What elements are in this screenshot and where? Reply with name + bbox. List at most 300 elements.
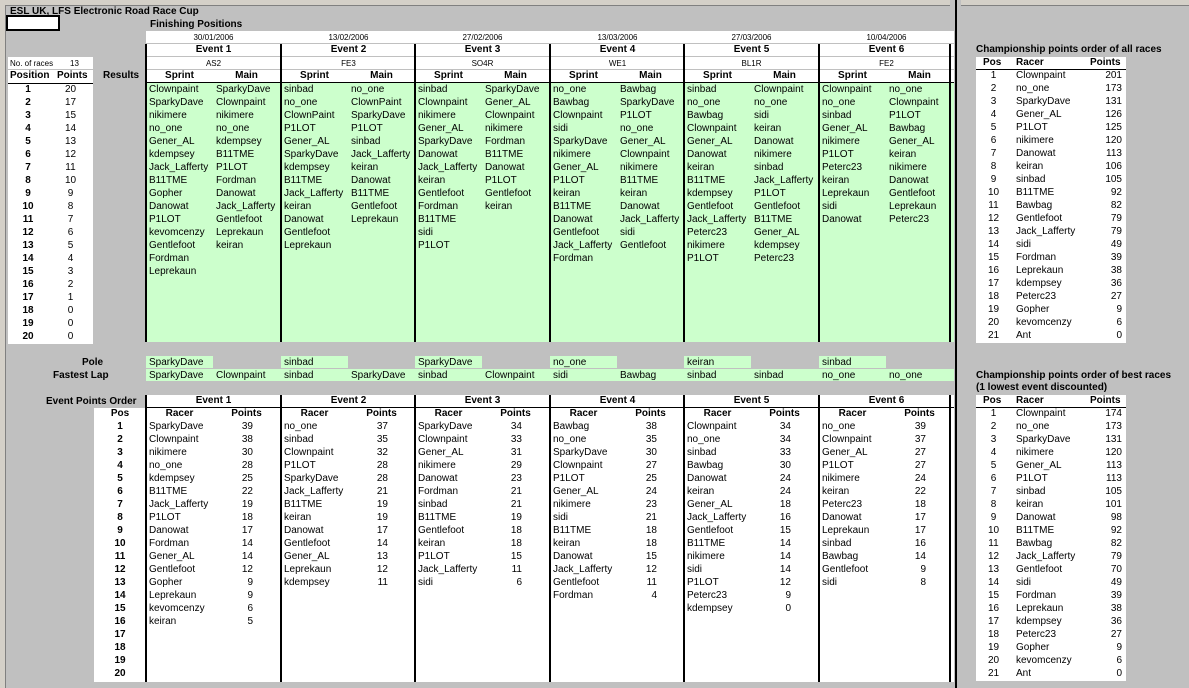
main-result: Fordman bbox=[216, 175, 257, 186]
champ-all-pos: 16 bbox=[987, 265, 1000, 276]
pole-value: no_one bbox=[553, 357, 587, 368]
epo-points: 17 bbox=[376, 525, 388, 536]
sprint-result: Danowat bbox=[687, 149, 727, 160]
epo-racer: P1LOT bbox=[687, 577, 719, 588]
epo-event-name: Event 2 bbox=[330, 395, 367, 406]
position-number: 2 bbox=[25, 97, 31, 108]
sprint-result: Danowat bbox=[284, 214, 324, 225]
main-result: no_one bbox=[351, 84, 385, 95]
main-result: Fordman bbox=[485, 136, 526, 147]
main-result: Bawbag bbox=[620, 84, 657, 95]
epo-racer: Jack_Lafferty bbox=[687, 512, 747, 523]
champ-all-pos: 15 bbox=[987, 252, 1000, 263]
epo-position: 2 bbox=[117, 434, 123, 445]
fastest-lap-main: Clownpaint bbox=[216, 370, 266, 381]
champ-all-points: 82 bbox=[1110, 200, 1122, 211]
sprint-result: Fordman bbox=[418, 201, 459, 212]
main-result: Gentlefoot bbox=[216, 214, 263, 225]
epo-points: 9 bbox=[247, 590, 253, 601]
epo-racer: B11TME bbox=[418, 512, 457, 523]
epo-racer: Bawbag bbox=[553, 421, 590, 432]
position-header: Position bbox=[10, 70, 50, 81]
champ-all-points: 113 bbox=[1106, 148, 1122, 159]
epo-racer: no_one bbox=[149, 460, 183, 471]
champ-best-pos: 17 bbox=[987, 616, 1000, 627]
fastest-lap-sprint: sinbad bbox=[687, 370, 717, 381]
epo-racer: Jack_Lafferty bbox=[418, 564, 478, 575]
epo-position: 5 bbox=[117, 473, 123, 484]
epo-points: 37 bbox=[376, 421, 388, 432]
epo-racer: Leprekaun bbox=[822, 525, 870, 536]
epo-points: 18 bbox=[914, 499, 926, 510]
epo-racer: Gener_AL bbox=[553, 486, 599, 497]
epo-racer: B11TME bbox=[284, 499, 323, 510]
epo-position: 13 bbox=[114, 577, 126, 588]
epo-points: 11 bbox=[511, 564, 522, 575]
champ-best-racer: nikimere bbox=[1016, 447, 1054, 458]
champ-all-points: 173 bbox=[1105, 83, 1122, 94]
main-result: Danowat bbox=[620, 201, 660, 212]
champ-best-pos-header: Pos bbox=[983, 395, 1002, 406]
fastest-lap-main: SparkyDave bbox=[351, 370, 406, 381]
champ-all-points: 201 bbox=[1105, 70, 1122, 81]
epo-position: 16 bbox=[114, 616, 126, 627]
epo-points: 12 bbox=[779, 577, 791, 588]
epo-points: 21 bbox=[510, 499, 522, 510]
main-result: keiran bbox=[889, 149, 917, 160]
champ-all-points: 6 bbox=[1116, 317, 1122, 328]
event-name: Event 4 bbox=[599, 44, 636, 55]
champ-all-racer: sidi bbox=[1016, 239, 1032, 250]
champ-best-points: 131 bbox=[1105, 434, 1122, 445]
fastest-lap-sprint: sidi bbox=[553, 370, 569, 381]
epo-points: 18 bbox=[241, 512, 253, 523]
sprint-header: Sprint bbox=[703, 70, 732, 81]
epo-racer: Fordman bbox=[149, 538, 190, 549]
champ-all-pos: 7 bbox=[990, 148, 997, 159]
champ-best-points: 0 bbox=[1116, 668, 1122, 679]
champ-all-pos: 18 bbox=[987, 291, 1000, 302]
champ-best-pos: 11 bbox=[988, 538, 999, 549]
epo-points: 33 bbox=[510, 434, 522, 445]
champ-best-points: 49 bbox=[1110, 577, 1122, 588]
champ-best-pos: 15 bbox=[987, 590, 1000, 601]
position-number: 15 bbox=[22, 266, 34, 277]
epo-racer: Bawbag bbox=[687, 460, 724, 471]
epo-racer: Clownpaint bbox=[418, 434, 468, 445]
epo-points: 17 bbox=[241, 525, 253, 536]
main-result: Clownpaint bbox=[620, 149, 670, 160]
main-header: Main bbox=[773, 70, 796, 81]
epo-racer: nikimere bbox=[553, 499, 591, 510]
champ-best-racer: keiran bbox=[1016, 499, 1044, 510]
epo-racer: keiran bbox=[149, 616, 177, 627]
epo-points: 15 bbox=[510, 551, 522, 562]
epo-racer: Danowat bbox=[553, 551, 593, 562]
epo-racer: sidi bbox=[418, 577, 434, 588]
fastest-lap-main: sinbad bbox=[754, 370, 784, 381]
champ-all-points: 0 bbox=[1116, 330, 1122, 341]
main-result: no_one bbox=[620, 123, 654, 134]
epo-racer: Gener_AL bbox=[149, 551, 195, 562]
champ-best-points: 92 bbox=[1110, 525, 1122, 536]
main-result: Jack_Lafferty bbox=[351, 149, 411, 160]
row-header-bar[interactable] bbox=[0, 5, 6, 688]
epo-racer: kevomcenzy bbox=[149, 603, 205, 614]
champ-all-racer: SparkyDave bbox=[1016, 96, 1071, 107]
champ-best-pos: 20 bbox=[987, 655, 1000, 666]
main-result: Clownpaint bbox=[754, 84, 804, 95]
epo-racer: sidi bbox=[687, 564, 703, 575]
fastest-lap-sprint: sinbad bbox=[284, 370, 314, 381]
epo-points: 34 bbox=[779, 421, 791, 432]
champ-all-points: 49 bbox=[1110, 239, 1122, 250]
position-number: 11 bbox=[22, 214, 34, 225]
sprint-result: kevomcenzy bbox=[149, 227, 205, 238]
main-result: Jack_Lafferty bbox=[620, 214, 680, 225]
champ-all-racer: nikimere bbox=[1016, 135, 1054, 146]
champ-best-points: 39 bbox=[1110, 590, 1122, 601]
champ-best-pos: 9 bbox=[990, 512, 997, 523]
epo-points: 30 bbox=[241, 447, 253, 458]
epo-racer: P1LOT bbox=[284, 460, 316, 471]
epo-points: 24 bbox=[779, 486, 791, 497]
sprint-result: B11TME bbox=[553, 201, 592, 212]
position-points: 12 bbox=[64, 149, 77, 160]
champ-best-racer: sidi bbox=[1016, 577, 1032, 588]
epo-points: 12 bbox=[241, 564, 253, 575]
main-result: sinbad bbox=[754, 162, 784, 173]
epo-racer: Gentlefoot bbox=[418, 525, 465, 536]
champ-best-pos: 18 bbox=[987, 629, 1000, 640]
epo-racer: sinbad bbox=[418, 499, 448, 510]
main-result: keiran bbox=[351, 162, 379, 173]
event-points-order-label: Event Points Order bbox=[46, 396, 137, 407]
champ-best-points: 105 bbox=[1105, 486, 1122, 497]
event-separator bbox=[818, 44, 820, 342]
fastest-lap-sprint: no_one bbox=[822, 370, 856, 381]
epo-position: 9 bbox=[117, 525, 123, 536]
epo-points: 9 bbox=[785, 590, 791, 601]
position-number: 16 bbox=[22, 279, 34, 290]
sprint-result: P1LOT bbox=[149, 214, 181, 225]
champ-all-racer: Danowat bbox=[1016, 148, 1056, 159]
sprint-result: P1LOT bbox=[687, 253, 719, 264]
epo-points: 5 bbox=[247, 616, 253, 627]
epo-racer: nikimere bbox=[822, 473, 860, 484]
finishing-positions-label: Finishing Positions bbox=[150, 19, 243, 30]
epo-points-header: Points bbox=[635, 408, 666, 419]
epo-position: 17 bbox=[114, 629, 126, 640]
epo-points: 30 bbox=[645, 447, 657, 458]
epo-racer: keiran bbox=[418, 538, 446, 549]
position-points: 2 bbox=[67, 279, 74, 290]
sprint-result: Jack_Lafferty bbox=[553, 240, 613, 251]
champ-best-pos: 8 bbox=[990, 499, 997, 510]
event-name: Event 6 bbox=[868, 44, 905, 55]
sprint-result: SparkyDave bbox=[418, 136, 473, 147]
pole-value: SparkyDave bbox=[418, 357, 473, 368]
sprint-result: B11TME bbox=[284, 175, 323, 186]
main-header: Main bbox=[639, 70, 662, 81]
sprint-result: P1LOT bbox=[284, 123, 316, 134]
champ-all-points: 27 bbox=[1110, 291, 1122, 302]
champ-all-racer: sinbad bbox=[1016, 174, 1046, 185]
epo-points: 21 bbox=[510, 486, 522, 497]
position-points: 20 bbox=[64, 84, 77, 95]
event-separator bbox=[280, 44, 282, 342]
champ-all-racer: keiran bbox=[1016, 161, 1044, 172]
position-number: 10 bbox=[22, 201, 34, 212]
epo-points-header: Points bbox=[904, 408, 935, 419]
champ-all-pos: 2 bbox=[990, 83, 997, 94]
main-header: Main bbox=[504, 70, 527, 81]
champ-all-pos: 13 bbox=[987, 226, 1000, 237]
event-track: BL1R bbox=[741, 59, 762, 68]
epo-racer: Gener_AL bbox=[284, 551, 330, 562]
fastest-lap-label: Fastest Lap bbox=[53, 370, 109, 381]
sprint-result: Gener_AL bbox=[553, 162, 599, 173]
sprint-result: nikimere bbox=[822, 136, 860, 147]
champ-best-pos: 1 bbox=[990, 408, 997, 419]
sprint-result: Jack_Lafferty bbox=[149, 162, 209, 173]
main-result: Clownpaint bbox=[485, 110, 535, 121]
epo-points: 6 bbox=[247, 603, 253, 614]
champ-best-racer: Ant bbox=[1016, 668, 1032, 679]
epo-racer: Danowat bbox=[822, 512, 862, 523]
sprint-result: keiran bbox=[284, 201, 312, 212]
sprint-result: sinbad bbox=[418, 84, 448, 95]
epo-points: 27 bbox=[914, 460, 926, 471]
sprint-result: Leprekaun bbox=[284, 240, 332, 251]
main-result: SparkyDave bbox=[351, 110, 406, 121]
main-result: Danowat bbox=[754, 136, 794, 147]
champ-best-points: 113 bbox=[1106, 460, 1122, 471]
epo-points: 16 bbox=[914, 538, 926, 549]
champ-best-pos: 10 bbox=[987, 525, 1000, 536]
champ-best-racer: no_one bbox=[1016, 421, 1050, 432]
epo-racer: SparkyDave bbox=[553, 447, 608, 458]
main-result: Bawbag bbox=[889, 123, 926, 134]
sheet-title: ESL UK, LFS Electronic Road Race Cup bbox=[10, 6, 199, 17]
epo-points: 13 bbox=[376, 551, 388, 562]
epo-position: 14 bbox=[114, 590, 126, 601]
epo-points: 19 bbox=[241, 499, 253, 510]
main-result: Leprekaun bbox=[889, 201, 937, 212]
event-right-border bbox=[949, 44, 951, 342]
main-result: Jack_Lafferty bbox=[754, 175, 814, 186]
epo-points: 18 bbox=[510, 538, 522, 549]
sprint-result: Jack_Lafferty bbox=[418, 162, 478, 173]
epo-racer: Clownpaint bbox=[553, 460, 603, 471]
epo-points: 35 bbox=[645, 434, 657, 445]
sprint-result: Gener_AL bbox=[284, 136, 330, 147]
epo-racer: P1LOT bbox=[418, 551, 450, 562]
position-points: 8 bbox=[67, 201, 74, 212]
epo-racer: P1LOT bbox=[822, 460, 854, 471]
epo-points: 17 bbox=[914, 525, 926, 536]
fastest-lap-main: no_one bbox=[889, 370, 923, 381]
main-result: nikimere bbox=[754, 149, 792, 160]
event-date: 13/03/2006 bbox=[597, 33, 638, 42]
epo-racer: keiran bbox=[687, 486, 715, 497]
main-result: ClownPaint bbox=[351, 97, 402, 108]
main-result: P1LOT bbox=[351, 123, 383, 134]
epo-points: 28 bbox=[376, 460, 388, 471]
champ-all-points: 106 bbox=[1105, 161, 1122, 172]
sprint-header: Sprint bbox=[300, 70, 329, 81]
position-number: 5 bbox=[25, 136, 31, 147]
champ-all-pos: 20 bbox=[987, 317, 1000, 328]
epo-points: 34 bbox=[779, 434, 791, 445]
epo-racer: no_one bbox=[822, 421, 856, 432]
champ-best-subtitle: (1 lowest event discounted) bbox=[976, 382, 1108, 393]
epo-points: 15 bbox=[645, 551, 657, 562]
position-points: 15 bbox=[64, 110, 77, 121]
epo-racer-header: Racer bbox=[300, 408, 329, 419]
event-name: Event 5 bbox=[733, 44, 770, 55]
position-points: 10 bbox=[64, 175, 77, 186]
event-track: WE1 bbox=[608, 59, 627, 68]
champ-all-pos: 8 bbox=[990, 161, 997, 172]
champ-best-points: 173 bbox=[1105, 421, 1122, 432]
main-result: no_one bbox=[754, 97, 788, 108]
position-number: 12 bbox=[22, 227, 34, 238]
epo-racer: sinbad bbox=[822, 538, 852, 549]
epo-position: 8 bbox=[117, 512, 123, 523]
sprint-result: B11TME bbox=[687, 175, 726, 186]
main-result: kdempsey bbox=[754, 240, 800, 251]
sprint-result: B11TME bbox=[149, 175, 188, 186]
sprint-result: nikimere bbox=[418, 110, 456, 121]
epo-points: 30 bbox=[779, 460, 791, 471]
champ-best-pos: 19 bbox=[987, 642, 1000, 653]
champ-all-points: 38 bbox=[1110, 265, 1122, 276]
epo-points: 27 bbox=[645, 460, 657, 471]
champ-best-racer: kevomcenzy bbox=[1016, 655, 1072, 666]
position-points: 0 bbox=[67, 331, 74, 342]
epo-points: 28 bbox=[241, 460, 253, 471]
epo-points: 14 bbox=[241, 538, 253, 549]
champ-all-points: 131 bbox=[1105, 96, 1122, 107]
epo-points: 19 bbox=[510, 512, 522, 523]
champ-best-pos: 2 bbox=[990, 421, 997, 432]
epo-points: 21 bbox=[376, 486, 388, 497]
main-result: Gener_AL bbox=[620, 136, 666, 147]
epo-racer: Gentlefoot bbox=[149, 564, 196, 575]
sprint-result: keiran bbox=[418, 175, 446, 186]
champ-all-pos: 9 bbox=[990, 174, 997, 185]
epo-racer: B11TME bbox=[149, 486, 188, 497]
champ-all-pos: 17 bbox=[987, 278, 1000, 289]
champ-best-points: 120 bbox=[1105, 447, 1122, 458]
sprint-result: B11TME bbox=[418, 214, 457, 225]
pole-value: sinbad bbox=[284, 357, 314, 368]
epo-event-name: Event 5 bbox=[733, 395, 770, 406]
pole-label: Pole bbox=[82, 357, 104, 368]
epo-event-name: Event 1 bbox=[195, 395, 232, 406]
champ-best-racer: Danowat bbox=[1016, 512, 1056, 523]
main-result: Gentlefoot bbox=[889, 188, 936, 199]
sprint-result: Gener_AL bbox=[822, 123, 868, 134]
champ-all-racer: no_one bbox=[1016, 83, 1050, 94]
sprint-result: Clownpaint bbox=[149, 84, 199, 95]
epo-racer: keiran bbox=[822, 486, 850, 497]
epo-racer: Jack_Lafferty bbox=[553, 564, 613, 575]
champ-all-points: 36 bbox=[1110, 278, 1122, 289]
champ-all-racer: Gener_AL bbox=[1016, 109, 1062, 120]
fastest-lap-main: Clownpaint bbox=[485, 370, 535, 381]
main-result: P1LOT bbox=[754, 188, 786, 199]
main-result: sinbad bbox=[351, 136, 381, 147]
sprint-result: Gentlefoot bbox=[284, 227, 331, 238]
main-result: nikimere bbox=[216, 110, 254, 121]
sprint-result: Peterc23 bbox=[822, 162, 863, 173]
champ-best-points: 174 bbox=[1105, 408, 1122, 419]
epo-position: 18 bbox=[114, 642, 126, 653]
epo-points: 29 bbox=[510, 460, 522, 471]
champ-all-points: 9 bbox=[1116, 304, 1122, 315]
sprint-result: SparkyDave bbox=[284, 149, 339, 160]
sprint-result: keiran bbox=[822, 175, 850, 186]
event-left-border bbox=[145, 44, 147, 342]
sprint-result: Gentlefoot bbox=[149, 240, 196, 251]
epo-points: 14 bbox=[779, 538, 791, 549]
champ-all-pos: 6 bbox=[990, 135, 997, 146]
sprint-result: P1LOT bbox=[418, 240, 450, 251]
main-result: Gener_AL bbox=[889, 136, 935, 147]
sprint-result: Fordman bbox=[553, 253, 594, 264]
epo-racer: Danowat bbox=[687, 473, 727, 484]
epo-position: 12 bbox=[114, 564, 126, 575]
epo-event-name: Event 3 bbox=[464, 395, 501, 406]
epo-points: 39 bbox=[914, 421, 926, 432]
main-result: Gentlefoot bbox=[485, 188, 532, 199]
epo-racer-header: Racer bbox=[165, 408, 194, 419]
epo-racer: Gentlefoot bbox=[822, 564, 869, 575]
epo-points: 39 bbox=[241, 421, 253, 432]
sprint-result: Danowat bbox=[149, 201, 189, 212]
champ-best-racer: Gopher bbox=[1016, 642, 1050, 653]
champ-best-racer: SparkyDave bbox=[1016, 434, 1071, 445]
main-result: Danowat bbox=[889, 175, 929, 186]
champ-best-racer: Bawbag bbox=[1016, 538, 1053, 549]
epo-racer: no_one bbox=[687, 434, 721, 445]
champ-best-pos: 13 bbox=[987, 564, 1000, 575]
main-result: sidi bbox=[754, 110, 770, 121]
main-result: Gentlefoot bbox=[754, 201, 801, 212]
sprint-result: Gentlefoot bbox=[687, 201, 734, 212]
sprint-result: no_one bbox=[284, 97, 318, 108]
epo-racer: Jack_Lafferty bbox=[149, 499, 209, 510]
champ-best-racer: Peterc23 bbox=[1016, 629, 1057, 640]
epo-racer: SparkyDave bbox=[284, 473, 339, 484]
frozen-pane-divider[interactable] bbox=[955, 0, 957, 688]
champ-all-racer: Fordman bbox=[1016, 252, 1057, 263]
fastest-lap-sprint: SparkyDave bbox=[149, 370, 204, 381]
champ-best-points: 38 bbox=[1110, 603, 1122, 614]
sprint-result: nikimere bbox=[149, 110, 187, 121]
epo-racer: Fordman bbox=[553, 590, 594, 601]
main-result: SparkyDave bbox=[216, 84, 271, 95]
sprint-result: no_one bbox=[149, 123, 183, 134]
epo-racer: sidi bbox=[553, 512, 569, 523]
fastest-lap-cell bbox=[550, 369, 685, 381]
champ-best-points: 9 bbox=[1116, 642, 1122, 653]
epo-points: 33 bbox=[779, 447, 791, 458]
champ-best-racer: B11TME bbox=[1016, 525, 1055, 536]
sprint-result: Jack_Lafferty bbox=[687, 214, 747, 225]
